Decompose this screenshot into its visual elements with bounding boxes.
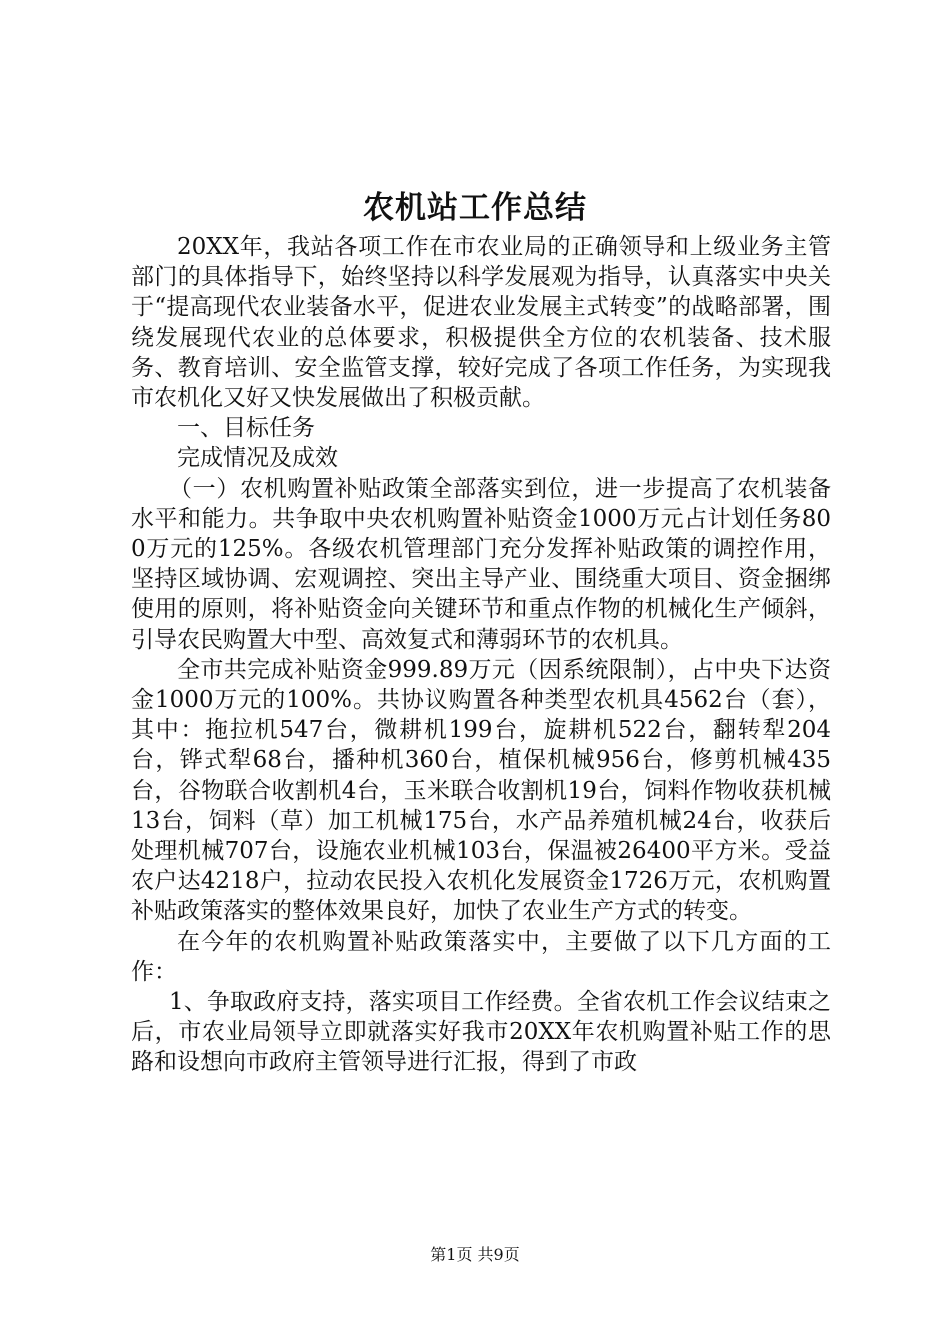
section-subheading-results: 完成情况及成效: [177, 445, 338, 472]
paragraph-intro: 20XX年，我站各项工作在市农业局的正确领导和上级业务主管部门的具体指导下，始终坚持以科学发展观为指导，认真落实中央关于“提高现代农业装备水平，促进农业发展主式转变”的战略部署，围绕发展现代农业的总体要求，积极提供全方位的农机装备、技术服务、教育培训、安全监管支撑，较好完成了各项工作任务，为实现我市农机化又好又快发展做出了积极贡献。: [131, 234, 831, 412]
paragraph-work-item-1: 1、争取政府支持，落实项目工作经费。全省农机工作会议结束之后，市农业局领导立即就落实好我市20XX年农机购置补贴工作的思路和设想向市政府主管领导进行汇报，得到了市政: [131, 989, 831, 1076]
paragraph-work-overview: 在今年的农机购置补贴政策落实中，主要做了以下几方面的工作：: [131, 928, 831, 985]
document-body: [131, 232, 831, 1078]
section-heading-goals: 一、目标任务: [177, 415, 315, 442]
paragraph-subsidy-stats: 全市共完成补贴资金999.89万元（因系统限制），占中央下达资金1000万元的100%。共协议购置各种类型农机具4562台（套），其中：拖拉机547台，微耕机199台，旋耕机522台，翻转犁204台，铧式犁68台，播种机360台，植保机械956台，修剪机械435台，谷物联合收割机4台，玉米联合收割机19台，饲料作物收获机械13台，饲料（草）加工机械175台，水产品养殖机械24台，收获后处理机械707台，设施农业机械103台，保温被26400平方米。受益农户达4218户，拉动农民投入农机化发展资金1726万元，农机购置补贴政策落实的整体效果良好，加快了农业生产方式的转变。: [131, 656, 831, 925]
document-title: 农机站工作总结: [363, 190, 587, 226]
paragraph-subsidy-policy: （一）农机购置补贴政策全部落实到位，进一步提高了农机装备水平和能力。共争取中央农机购置补贴资金1000万元占计划任务800万元的125%。各级农机管理部门充分发挥补贴政策的调控作用，坚持区域协调、宏观调控、突出主导产业、围绕重大项目、资金捆绑使用的原则，将补贴资金向关键环节和重点作物的机械化生产倾斜，引导农民购置大中型、高效复式和薄弱环节的农机具。: [131, 475, 831, 653]
page-number-footer: 第1页 共9页: [430, 1245, 520, 1264]
